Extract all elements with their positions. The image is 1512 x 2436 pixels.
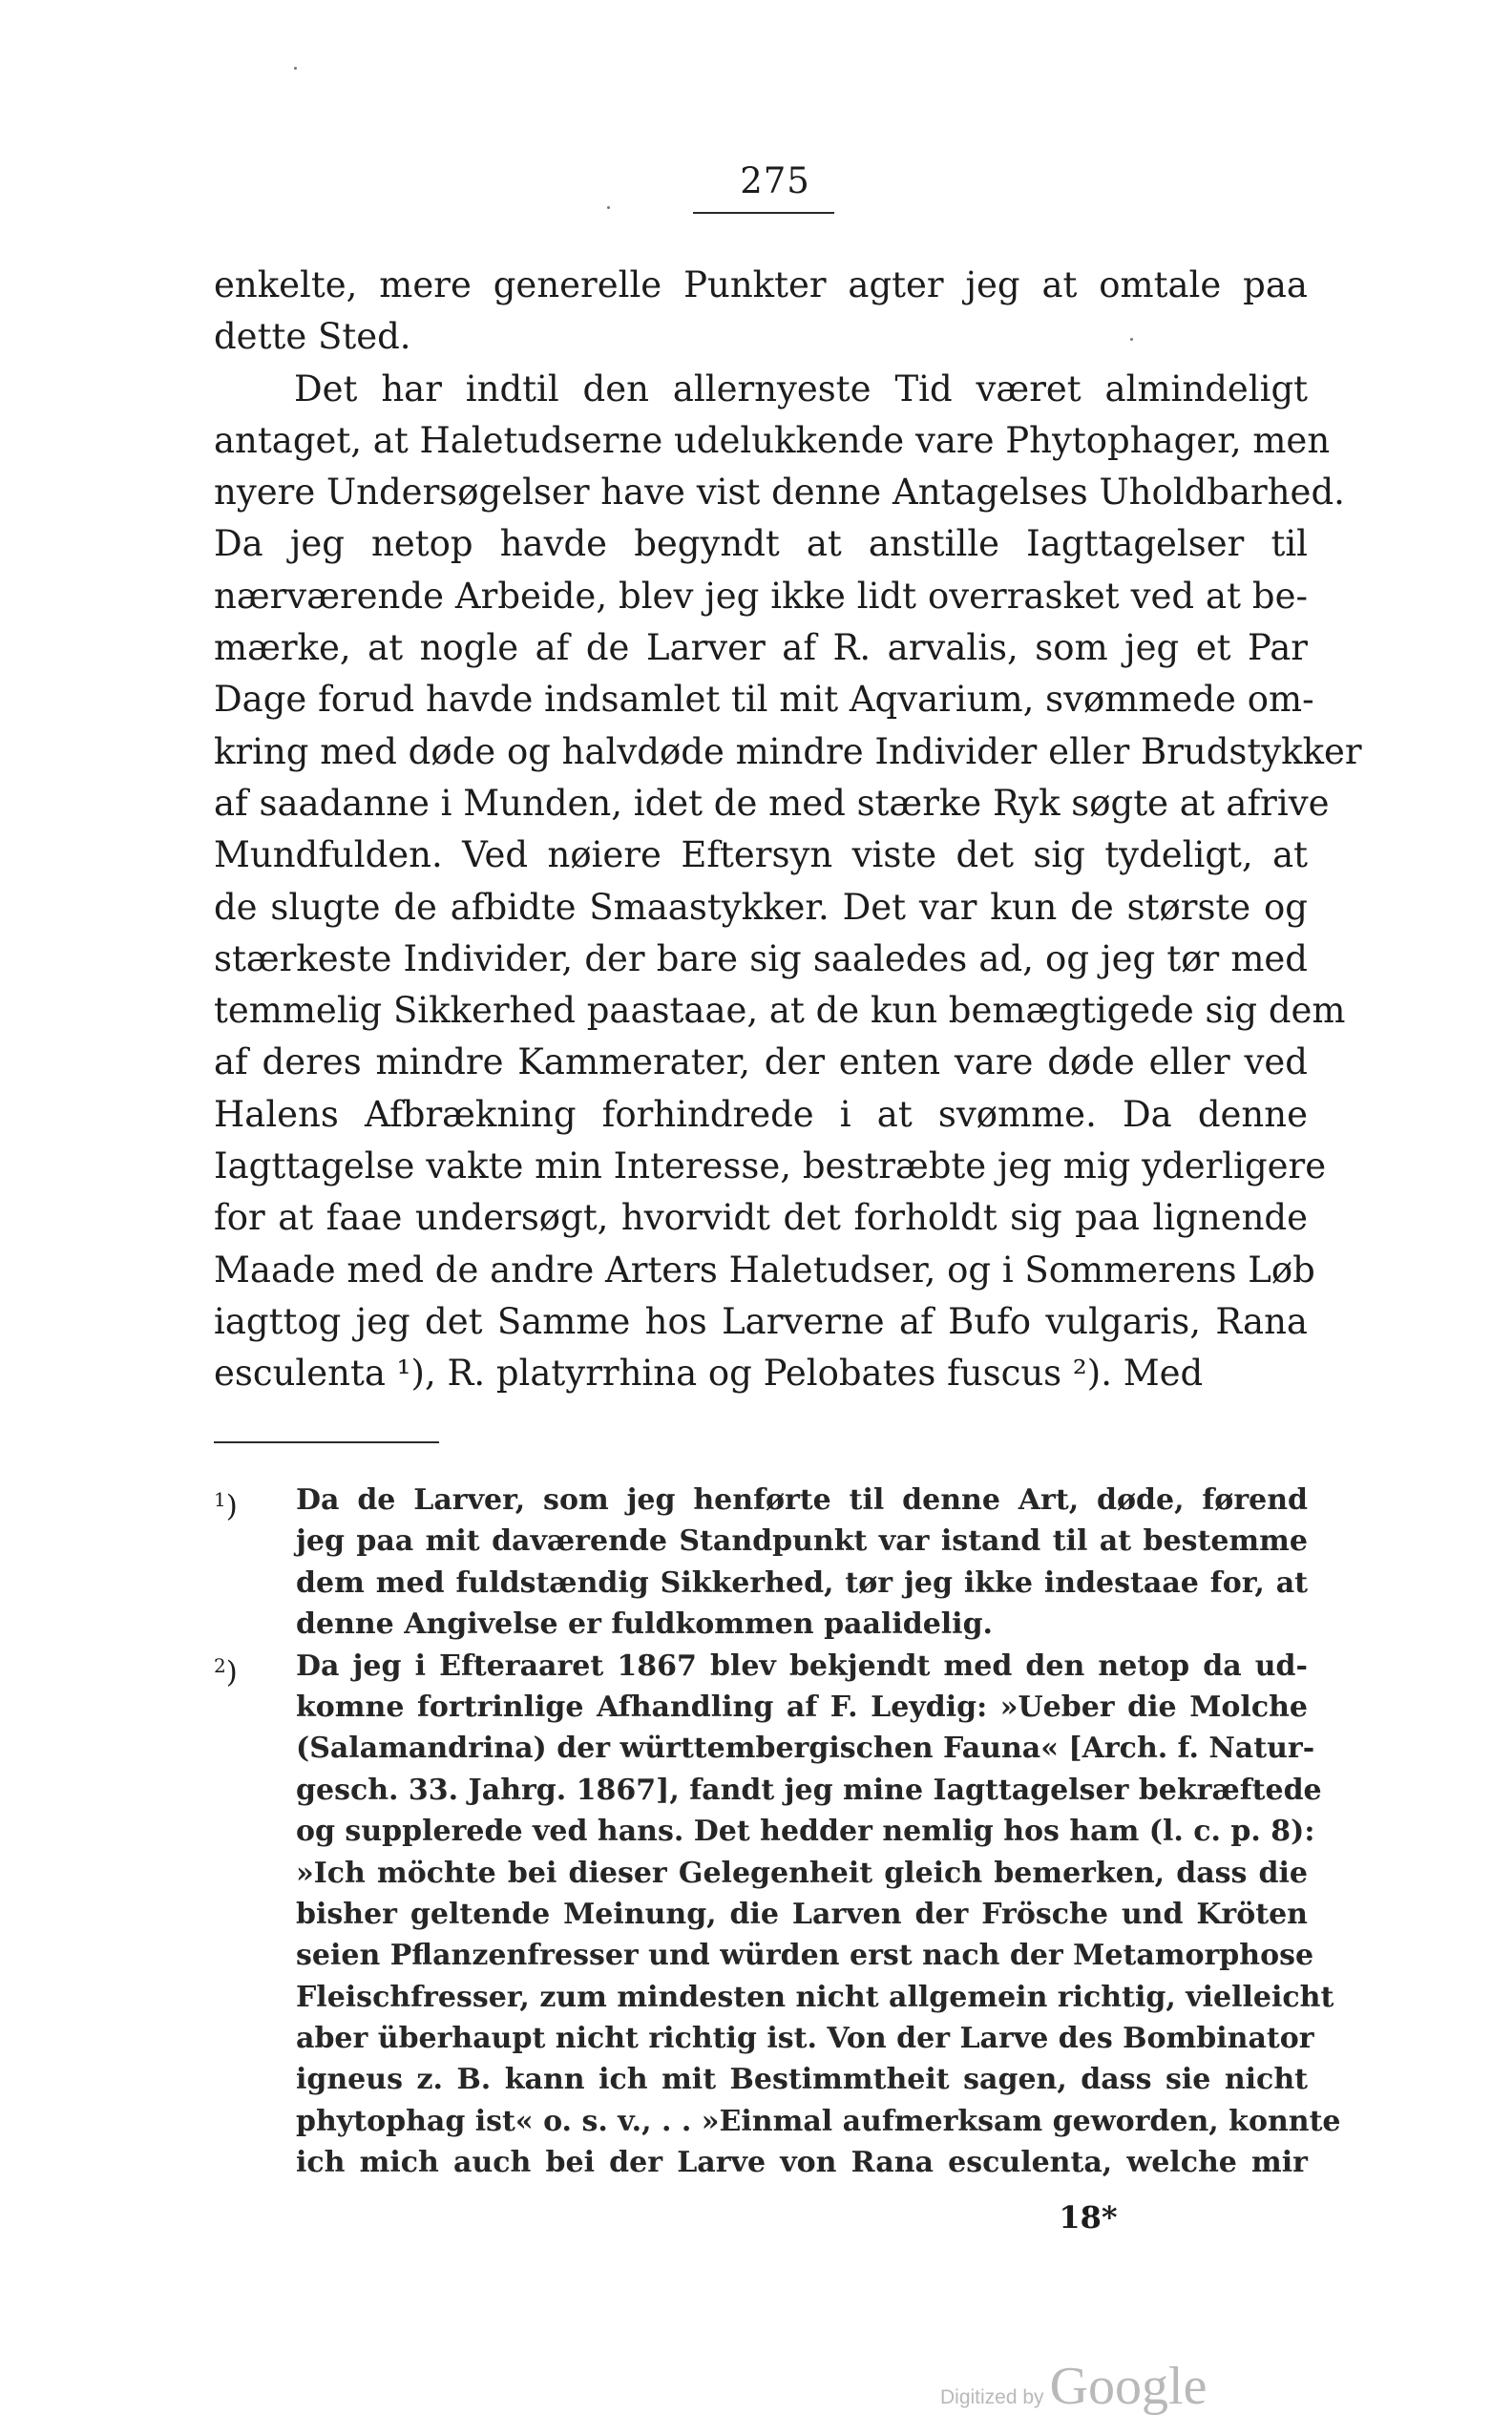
text-line: Halens Afbrækning forhindrede i at svømme. Da denne xyxy=(214,1093,1308,1135)
footnote-line: jeg paa mit daværende Standpunkt var istand til at bestemme xyxy=(296,1524,1308,1559)
footnote-line: seien Pflanzenfresser und würden erst nach der Metamorphose xyxy=(296,1939,1314,1973)
footnote-line: gesch. 33. Jahrg. 1867], fandt jeg mine Iagttagelser bekræftede xyxy=(296,1773,1322,1807)
footnote-line: Fleischfresser, zum mindesten nicht allgemein richtig, vielleicht xyxy=(296,1980,1334,2014)
footnote-marker xyxy=(214,1646,238,1693)
footnote xyxy=(214,1646,1341,2184)
footnote-marker-number: 1 xyxy=(214,1488,226,1511)
digitization-watermark xyxy=(940,2356,1208,2416)
footnote-marker-paren: ) xyxy=(225,1489,238,1523)
text-line: nærværende Arbeide, blev jeg ikke lidt overrasket ved at be- xyxy=(214,575,1308,617)
text-line: dette Sted. xyxy=(214,316,411,358)
text-line: Maade med de andre Arters Haletudser, og i Sommerens Løb xyxy=(214,1249,1315,1291)
text-line: kring med døde og halvdøde mindre Individer eller Brudstykker xyxy=(214,730,1362,772)
footnotes-block xyxy=(214,1480,1341,2184)
text-line: temmelig Sikkerhed paastaae, at de kun bemægtigede sig dem xyxy=(214,990,1346,1032)
text-line: Iagttagelse vakte min Interesse, bestræbte jeg mig yderligere xyxy=(214,1145,1327,1187)
watermark-prefix: Digitized by xyxy=(940,2386,1044,2408)
text-line: de slugte de afbidte Smaastykker. Det var kun de største og xyxy=(214,886,1308,928)
text-line: Da jeg netop havde begyndt at anstille Iagttagelser til xyxy=(214,523,1308,565)
text-line: Det har indtil den allernyeste Tid været almindeligt xyxy=(294,368,1308,410)
footnote-line: (Salamandrina) der württembergischen Fauna« [Arch. f. Natur- xyxy=(296,1732,1315,1766)
footnote-line: bisher geltende Meinung, die Larven der Frösche und Kröten xyxy=(296,1897,1308,1931)
text-line: nyere Undersøgelser have vist denne Antagelses Uholdbarhed. xyxy=(214,472,1345,514)
footnote-line: phytophag ist« o. s. v., . . »Einmal aufmerksam geworden, konnte xyxy=(296,2104,1341,2138)
footnote-line: dem med fuldstændig Sikkerhed, tør jeg ikke indestaae for, at xyxy=(296,1565,1308,1600)
text-line: af deres mindre Kammerater, der enten vare døde eller ved xyxy=(214,1041,1308,1083)
scan-speck xyxy=(607,206,610,209)
text-line: enkelte, mere generelle Punkter agter jeg at omtale paa xyxy=(214,264,1308,305)
footnote-marker-paren: ) xyxy=(225,1654,238,1690)
text-line: for at faae undersøgt, hvorvidt det forholdt sig paa lignende xyxy=(214,1197,1308,1239)
footnote-marker xyxy=(214,1480,238,1527)
watermark-logo: Google xyxy=(1049,2357,1208,2416)
text-line: esculenta ¹), R. platyrrhina og Pelobates fuscus ²). Med xyxy=(214,1353,1204,1395)
text-line: antaget, at Haletudserne udelukkende vare Phytophager, men xyxy=(214,419,1331,461)
footnote-line: denne Angivelse er fuldkommen paalidelig. xyxy=(296,1607,993,1642)
page-number: 275 xyxy=(740,160,810,201)
scan-speck xyxy=(294,67,297,70)
footnote-line: og supplerede ved hans. Det hedder nemlig hos ham (l. c. p. 8): xyxy=(296,1815,1315,1849)
text-line: iagttog jeg det Samme hos Larverne af Bufo vulgaris, Rana xyxy=(214,1300,1308,1342)
footnote-line: aber überhaupt nicht richtig ist. Von der Larve des Bombinator xyxy=(296,2022,1314,2056)
text-line: Mundfulden. Ved nøiere Eftersyn viste det sig tydeligt, at xyxy=(214,834,1308,876)
printer-signature-mark: 18* xyxy=(1059,2199,1118,2236)
footnote-line: ich mich auch bei der Larve von Rana esculenta, welche mir xyxy=(296,2146,1308,2180)
footnote-line: Da de Larver, som jeg henførte til denne Art, døde, førend xyxy=(296,1483,1308,1517)
text-line: stærkeste Individer, der bare sig saaledes ad, og jeg tør med xyxy=(214,937,1308,979)
page-number-rule xyxy=(693,212,834,214)
text-line: af saadanne i Munden, idet de med stærke Ryk søgte at afrive xyxy=(214,782,1330,824)
text-line: mærke, at nogle af de Larver af R. arvalis, som jeg et Par xyxy=(214,627,1308,669)
footnote-separator xyxy=(214,1441,439,1443)
footnote xyxy=(214,1480,1308,1646)
footnote-marker-number: 2 xyxy=(214,1653,226,1677)
footnote-line: »Ich möchte bei dieser Gelegenheit gleich bemerken, dass die xyxy=(296,1856,1308,1890)
footnote-line: Da jeg i Efteraaret 1867 blev bekjendt med den netop da ud- xyxy=(296,1648,1308,1683)
footnote-line: komne fortrinlige Afhandling af F. Leydig: »Ueber die Molche xyxy=(296,1690,1308,1724)
main-text-block xyxy=(214,260,1362,1400)
text-line: Dage forud havde indsamlet til mit Aqvarium, svømmede om- xyxy=(214,679,1314,721)
footnote-line: igneus z. B. kann ich mit Bestimmtheit sagen, dass sie nicht xyxy=(296,2063,1308,2097)
